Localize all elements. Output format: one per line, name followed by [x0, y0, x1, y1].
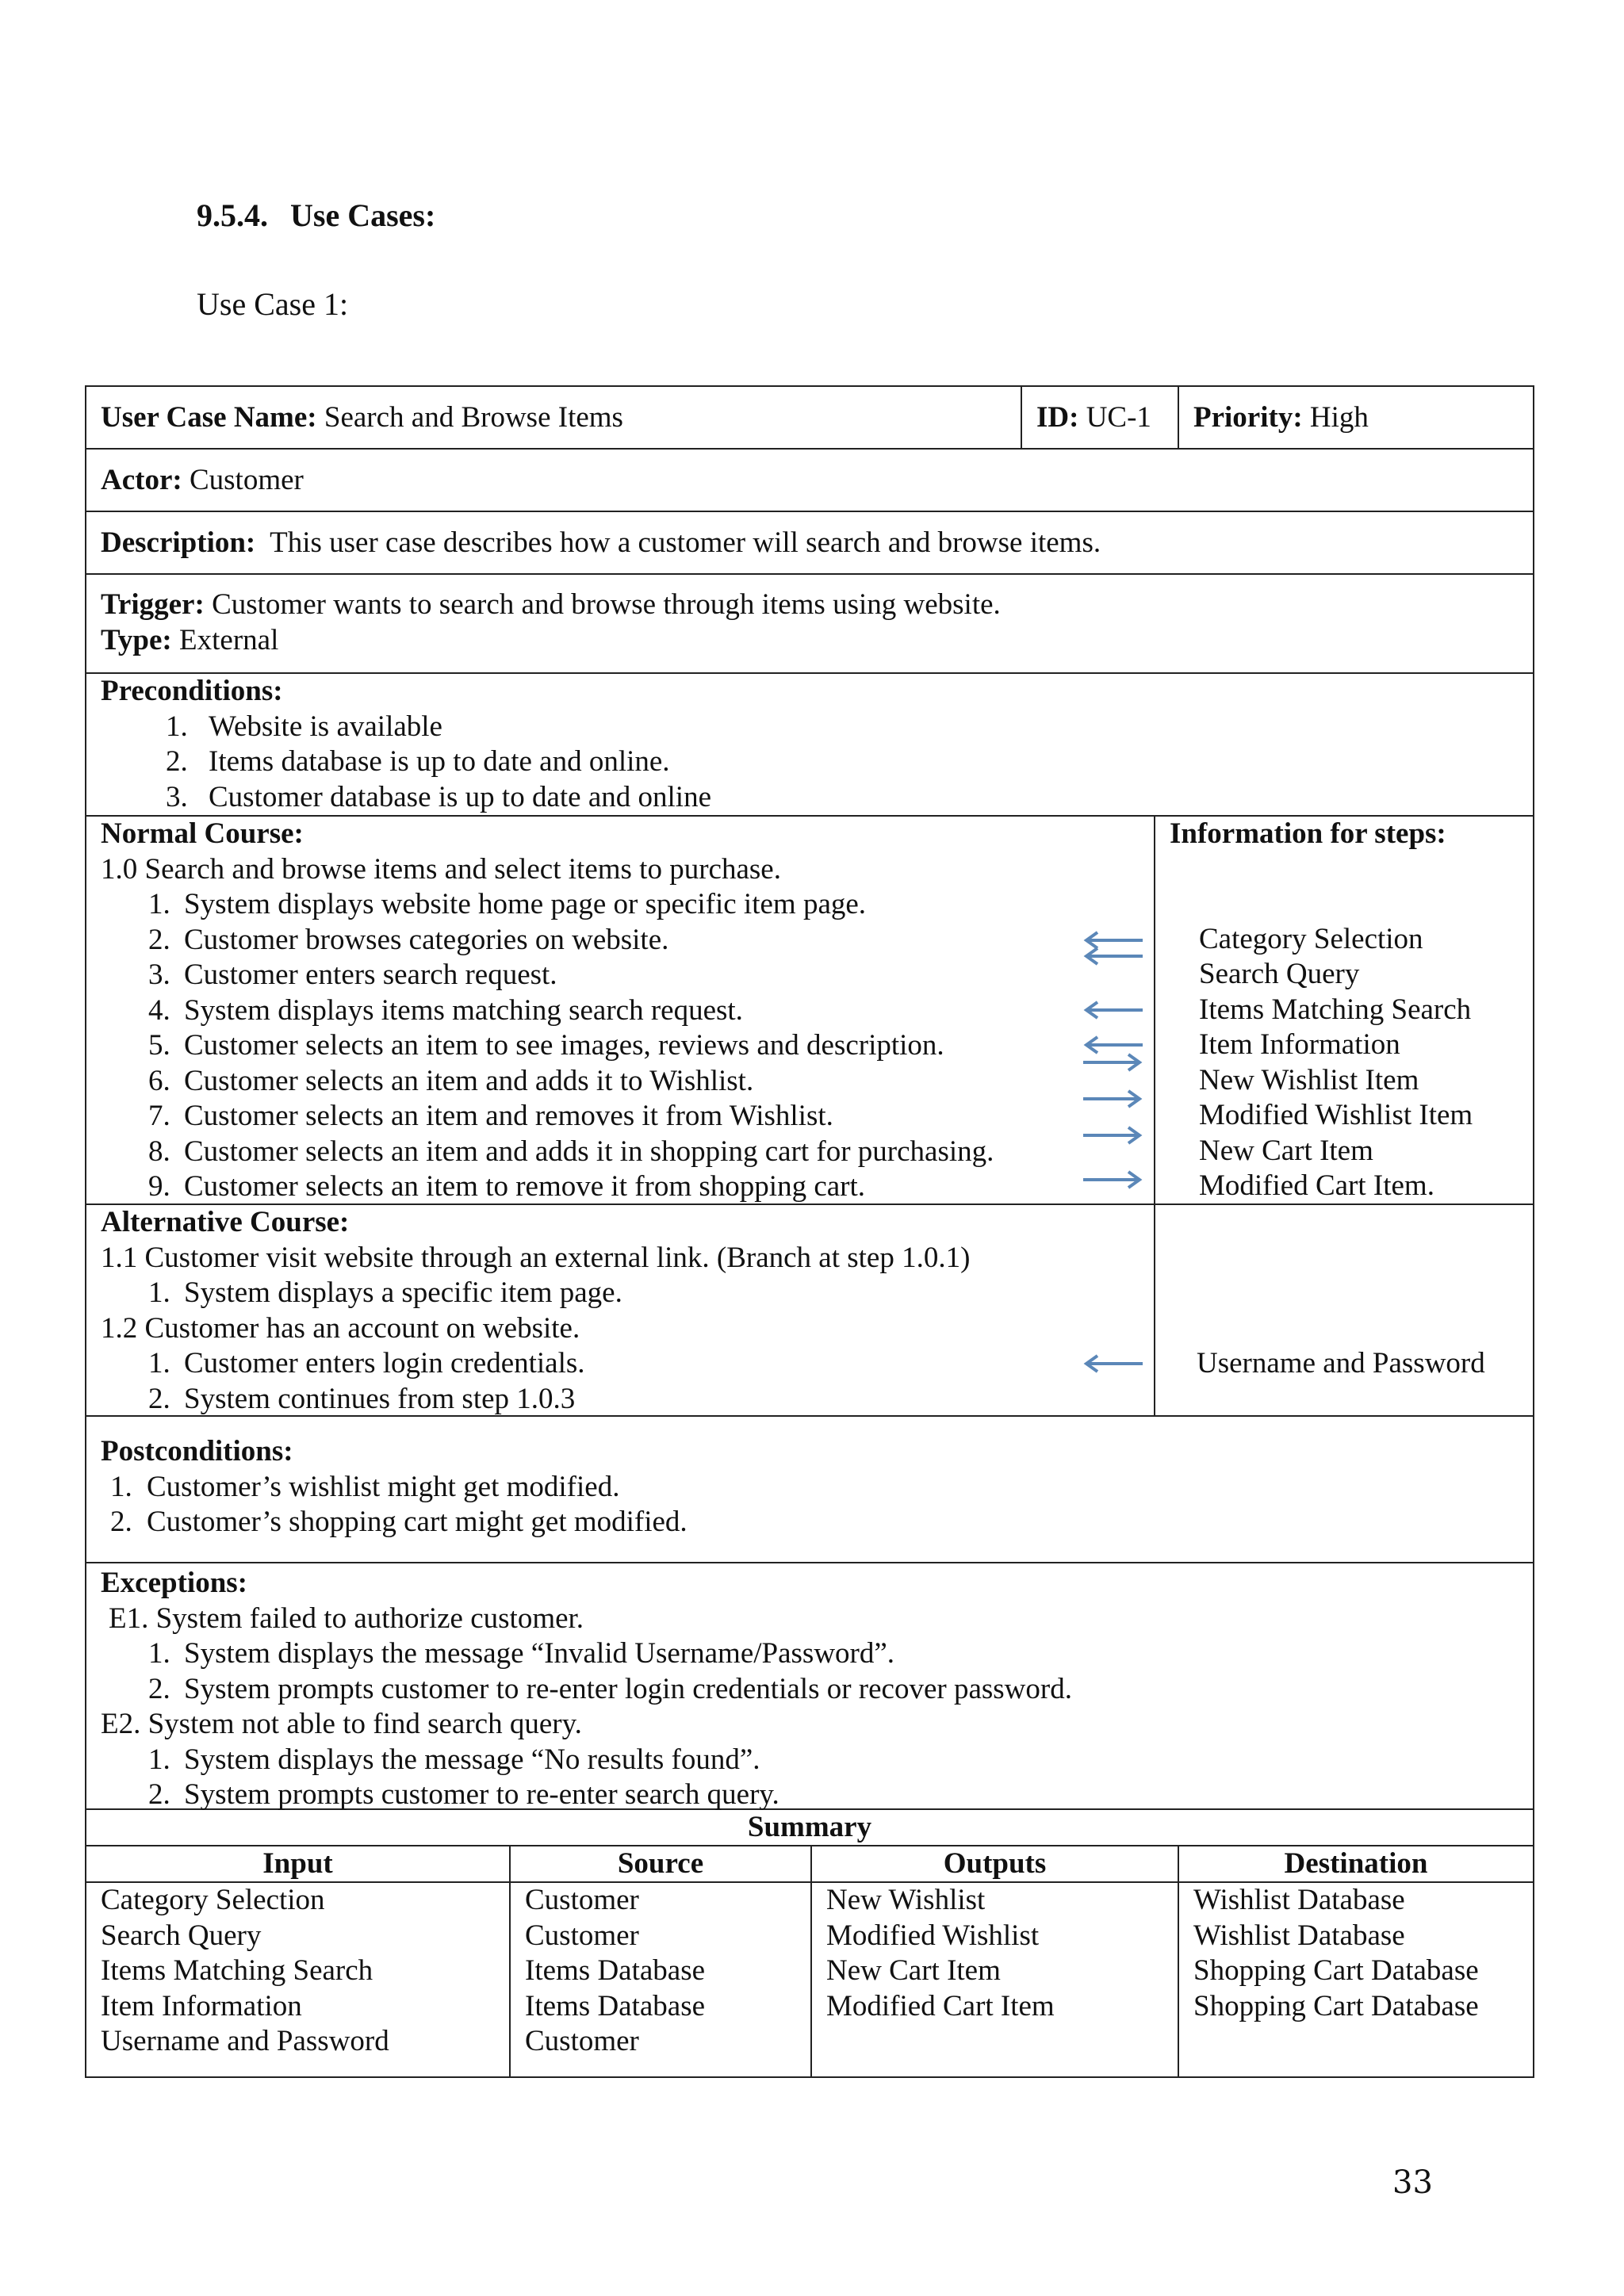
exception-e1: E1. System failed to authorize customer.: [109, 1601, 584, 1635]
normal-step: 2. Customer browses categories on website.: [148, 923, 669, 956]
summary-cell: Customer: [525, 1884, 639, 1916]
summary-cell: Customer: [525, 1919, 639, 1952]
normal-step: 7. Customer selects an item and removes it from Wishlist.: [148, 1100, 833, 1132]
precondition-item: 2. Items database is up to date and online.: [166, 745, 670, 778]
summary-source-column: [511, 1846, 812, 2076]
normal-step: 9. Customer selects an item to remove it from shopping cart.: [148, 1170, 866, 1203]
summary-cell: New Wishlist: [826, 1884, 986, 1916]
arrow-right-icon: [1083, 1089, 1143, 1108]
summary-cell: Username and Password: [101, 2025, 389, 2057]
normal-course-row: [86, 817, 1533, 1205]
info-item: New Wishlist Item: [1199, 1064, 1419, 1096]
trigger-line: Trigger: Customer wants to search and browse through items using website.: [101, 588, 1001, 621]
normal-step: 8. Customer selects an item and adds it in shopping cart for purchasing.: [148, 1135, 994, 1168]
name-row: [86, 387, 1533, 450]
arrow-left-icon: [1083, 1001, 1143, 1020]
summary-cell: Item Information: [101, 1989, 302, 2022]
summary-cell: Shopping Cart Database: [1193, 1989, 1479, 2022]
summary-header: Destination: [1179, 1846, 1533, 1883]
description-row: Description: This user case describes how a customer will search and browse items.: [86, 512, 1533, 575]
arrow-right-icon: [1083, 1053, 1143, 1072]
exception-step: 1. System displays the message “No results found”.: [148, 1743, 760, 1776]
info-item: Item Information: [1199, 1028, 1400, 1061]
info-item: Modified Wishlist Item: [1199, 1099, 1473, 1131]
preconditions-label: Preconditions:: [101, 675, 283, 707]
exception-step: 2. System prompts customer to re-enter login credentials or recover password.: [148, 1672, 1072, 1705]
arrow-left-icon: [1083, 1354, 1143, 1373]
summary-cell: Modified Cart Item: [826, 1989, 1055, 2022]
summary-cell: Items Database: [525, 1989, 706, 2022]
info-item: New Cart Item: [1199, 1135, 1373, 1167]
precondition-item: 1. Website is available: [166, 710, 442, 743]
info-item: Items Matching Search: [1199, 993, 1472, 1026]
actor-row: Actor: Customer: [86, 450, 1533, 512]
exception-step: 1. System displays the message “Invalid Username/Password”.: [148, 1637, 895, 1670]
arrow-right-icon: [1083, 1126, 1143, 1145]
postconditions-label: Postconditions:: [101, 1435, 293, 1468]
info-item: Username and Password: [1197, 1347, 1485, 1380]
information-label: Information for steps:: [1170, 817, 1446, 850]
info-item: Modified Cart Item.: [1199, 1169, 1434, 1202]
summary-title-row: [86, 1810, 1533, 1846]
summary-cell: Category Selection: [101, 1884, 325, 1916]
postconditions-row: [86, 1417, 1533, 1563]
arrow-right-icon: [1083, 1170, 1143, 1189]
trigger-row: [86, 575, 1533, 674]
alt-branch: 1.2 Customer has an account on website.: [101, 1311, 580, 1345]
summary-header: Input: [86, 1846, 509, 1883]
summary-cell: Modified Wishlist: [826, 1919, 1040, 1952]
normal-course-label: Normal Course:: [101, 817, 304, 850]
normal-step: 6. Customer selects an item and adds it to Wishlist.: [148, 1064, 754, 1097]
information-column: [1154, 1205, 1534, 1415]
alt-step: 1. System displays a specific item page.: [148, 1276, 622, 1309]
summary-cell: New Cart Item: [826, 1954, 1001, 1987]
actor-value: Customer: [189, 464, 304, 496]
exceptions-label: Exceptions:: [101, 1567, 247, 1599]
summary-destination-column: [1179, 1846, 1533, 2076]
arrow-left-icon: [1083, 1035, 1143, 1054]
section-title: Use Cases:: [290, 197, 436, 233]
alt-step: 1. Customer enters login credentials.: [148, 1347, 585, 1380]
summary-cell: Search Query: [101, 1919, 262, 1952]
exception-step: 2. System prompts customer to re-enter search query.: [148, 1778, 779, 1811]
postcondition-item: 1. Customer’s wishlist might get modified.: [110, 1470, 620, 1503]
page-number: 33: [1392, 2164, 1433, 2201]
use-case-name: User Case Name: Search and Browse Items: [101, 401, 623, 434]
priority-cell: Priority: High: [1178, 387, 1533, 448]
alt-branch: 1.1 Customer visit website through an external link. (Branch at step 1.0.1): [101, 1241, 971, 1274]
summary-header: Outputs: [812, 1846, 1178, 1883]
normal-step: 3. Customer enters search request.: [148, 959, 557, 991]
summary-table: [86, 1846, 1533, 2076]
info-item: Search Query: [1199, 958, 1360, 990]
use-case-subtitle: Use Case 1:: [197, 286, 349, 322]
type-line: Type: External: [101, 623, 279, 656]
exceptions-row: [86, 1563, 1533, 1810]
arrow-left-icon: [1083, 947, 1143, 966]
summary-title: Summary: [747, 1811, 872, 1843]
summary-cell: Items Matching Search: [101, 1954, 373, 1987]
precondition-item: 3. Customer database is up to date and online: [166, 780, 711, 813]
id-cell: ID: UC-1: [1021, 387, 1173, 448]
exception-e2: E2. System not able to find search query.: [101, 1708, 582, 1740]
alt-step: 2. System continues from step 1.0.3: [148, 1382, 576, 1415]
alternative-course-label: Alternative Course:: [101, 1206, 350, 1238]
normal-step: 4. System displays items matching search request.: [148, 993, 743, 1027]
section-number: 9.5.4.: [197, 197, 268, 233]
summary-cell: Customer: [525, 2025, 639, 2057]
use-case-table: [85, 385, 1534, 2078]
summary-outputs-column: [812, 1846, 1179, 2076]
alternative-course-row: [86, 1205, 1533, 1417]
summary-cell: Wishlist Database: [1193, 1919, 1405, 1952]
summary-header: Source: [511, 1846, 810, 1883]
preconditions-row: [86, 674, 1533, 817]
normal-step: 5. Customer selects an item to see images, reviews and description.: [148, 1029, 944, 1062]
summary-cell: Wishlist Database: [1193, 1884, 1405, 1916]
normal-step: 1. System displays website home page or specific item page.: [148, 888, 867, 920]
section-heading: [197, 197, 435, 234]
summary-cell: Shopping Cart Database: [1193, 1954, 1479, 1987]
info-item: Category Selection: [1199, 923, 1423, 955]
postcondition-item: 2. Customer’s shopping cart might get modified.: [110, 1506, 688, 1538]
summary-cell: Items Database: [525, 1954, 706, 1987]
summary-input-column: [86, 1846, 511, 2076]
normal-main-step: 1.0 Search and browse items and select items to purchase.: [101, 852, 781, 886]
description-value: This user case describes how a customer will search and browse items.: [270, 526, 1101, 559]
